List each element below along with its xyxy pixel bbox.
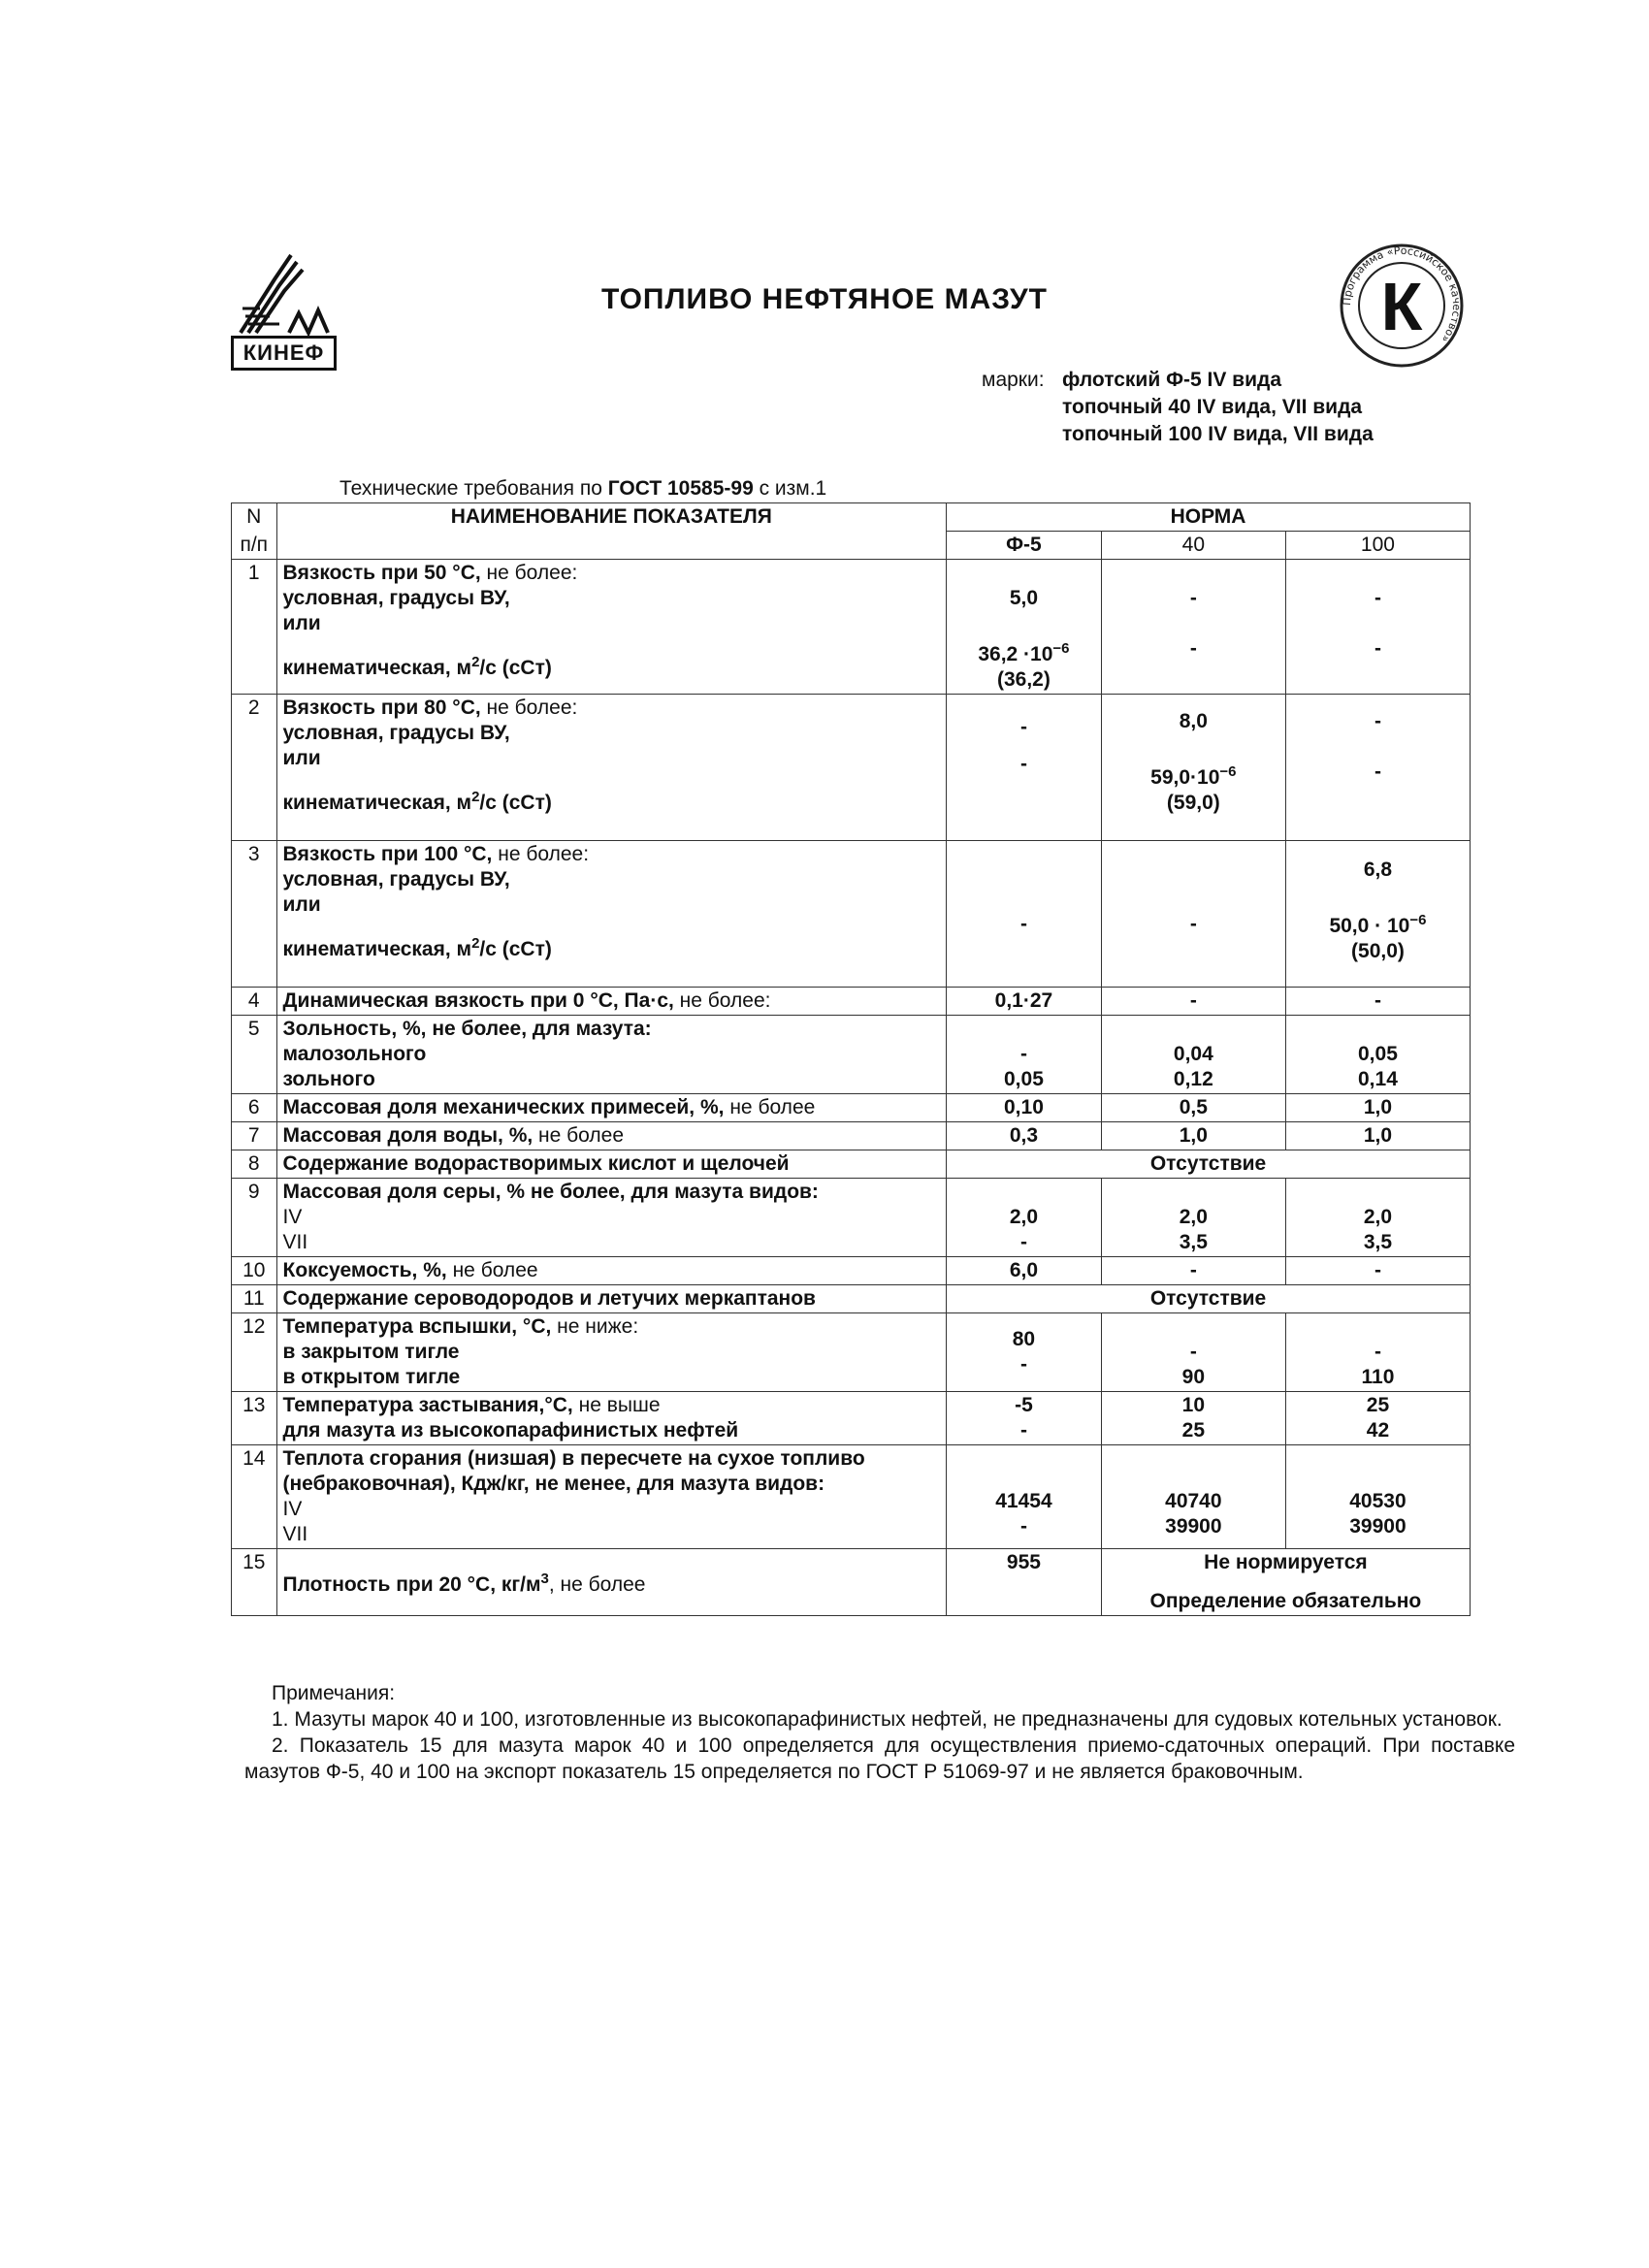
table-row — [232, 841, 1471, 988]
table-row: 7 Массовая доля воды, %, не более 0,3 1,0 1,0 — [232, 1122, 1471, 1150]
quality-seal — [1337, 241, 1467, 371]
header-col-40: 40 — [1101, 532, 1285, 560]
table-row: 9 Массовая доля серы, % не более, для мазута видов: IV VII 2,0 - 2,0 3,5 2,0 3,5 — [232, 1179, 1471, 1257]
header-name: НАИМЕНОВАНИЕ ПОКАЗАТЕЛЯ — [276, 503, 947, 560]
table-row: 15 Плотность при 20 °С, $кг/м^3$, не более 955 Не нормируется Определение обязательно — [232, 1549, 1471, 1616]
value-f5: 5,0 $36,2 \cdot 10^{-6}$ (36,2) — [947, 560, 1102, 695]
value-40: 8,0 $59,0\cdot 10^{-6}$ (59,0) — [1101, 695, 1285, 841]
notes — [244, 1680, 1515, 1785]
row-number: 2 — [232, 695, 277, 841]
note-2: 2. Показатель 15 для мазута марок 40 и 100 определяется для осуществления приемо-сдаточных операций. При поставке мазутов Ф-5, 40 и 100 на экспорт показатель 15 определяется по ГОСТ Р 51069-97 и не является браковочным. — [244, 1734, 1515, 1783]
row-name — [276, 560, 947, 695]
note-1: 1. Мазуты марок 40 и 100, изготовленные из высокопарафинистых нефтей, не предназначены для судовых котельных установок. — [272, 1708, 1503, 1731]
row-line: условная, градусы ВУ, — [282, 587, 510, 609]
notes-heading: Примечания: — [272, 1682, 396, 1704]
row-name: Вязкость при 100 °С, не более: условная, градусы ВУ, или кинематическая, $м^2/с$ (сСт) — [276, 841, 947, 988]
document-title: ТОПЛИВО НЕФТЯНОЕ МАЗУТ — [601, 283, 1048, 315]
row-title-suffix: не более: — [486, 562, 578, 584]
table-header-row — [232, 503, 1471, 532]
header-nn: п/п — [232, 532, 277, 560]
table-row — [232, 560, 1471, 695]
table-row: 14 Теплота сгорания (низшая) в пересчете на сухое топливо (небраковочная), Кдж/кг, не менее, для мазута видов: IV VII 41454 - 40740 39900 40530 39900 — [232, 1445, 1471, 1549]
kinef-logo-text: КИНЕФ — [231, 336, 337, 371]
value-40: - - — [1101, 560, 1285, 695]
row-line: кинематическая, $м^2/с$ (сСт) — [282, 654, 552, 679]
value-f5: - - — [947, 695, 1102, 841]
svg-text:Программа «Российское качество: Программа «Российское качество» — [1340, 243, 1464, 345]
mark-line-3: топочный 100 IV вида, VII вида — [1062, 423, 1374, 445]
value-100: 6,8 $50,0 \cdot 10^{-6}$ (50,0) — [1285, 841, 1470, 988]
kinef-logo — [231, 250, 333, 372]
svg-text:К: К — [1380, 269, 1423, 344]
tech-req-prefix: Технические требования по — [340, 477, 602, 500]
row-name: Вязкость при 80 °С, не более: условная, градусы ВУ, или кинематическая, $м^2/с$ (сСт) — [276, 695, 947, 841]
table-row — [232, 695, 1471, 841]
value-f5: - — [947, 841, 1102, 988]
table-row: 10 Коксуемость, %, не более 6,0 - - — [232, 1257, 1471, 1285]
header-norma: НОРМА — [947, 503, 1471, 532]
quality-seal-icon — [1337, 241, 1467, 371]
header-col-f5: Ф-5 — [947, 532, 1102, 560]
mark-line-1: флотский Ф-5 IV вида — [1062, 369, 1282, 391]
mark-line-2: топочный 40 IV вида, VII вида — [1062, 396, 1363, 418]
table-row: 8 Содержание водорастворимых кислот и щелочей Отсутствие — [232, 1150, 1471, 1179]
tech-requirements — [340, 477, 826, 501]
value-40: - — [1101, 841, 1285, 988]
value-100: - - — [1285, 560, 1470, 695]
row-number: 3 — [232, 841, 277, 988]
row-line: или — [282, 612, 321, 634]
marks-label: марки: — [982, 369, 1045, 391]
table-row: 11 Содержание сероводородов и летучих меркаптанов Отсутствие — [232, 1285, 1471, 1313]
header-n: N — [232, 503, 277, 532]
table-row: 6 Массовая доля механических примесей, %, не более 0,10 0,5 1,0 — [232, 1094, 1471, 1122]
table-row: 5 Зольность, %, не более, для мазута: малозольного зольного - 0,05 0,04 0,12 0,05 0,14 — [232, 1016, 1471, 1094]
value-100: - - — [1285, 695, 1470, 841]
row-number: 1 — [232, 560, 277, 695]
table-row: 13 Температура застывания,°С, не выше для мазута из высокопарафинистых нефтей -5 - 10 25 25 42 — [232, 1392, 1471, 1445]
row-title: Вязкость при 50 °С, — [282, 562, 481, 584]
grade-marks — [982, 367, 1374, 448]
kinef-emblem-icon — [231, 250, 333, 338]
table-row: 4 Динамическая вязкость при 0 °С, Па·с, не более: 0,1·27 - - — [232, 988, 1471, 1016]
tech-req-gost: ГОСТ 10585-99 — [607, 477, 754, 500]
table-row: 12 Температура вспышки, °С, не ниже: в закрытом тигле в открытом тигле 80 - - 90 - 110 — [232, 1313, 1471, 1392]
spec-table — [231, 502, 1471, 1616]
header-col-100: 100 — [1285, 532, 1470, 560]
tech-req-suffix: с изм.1 — [759, 477, 827, 500]
